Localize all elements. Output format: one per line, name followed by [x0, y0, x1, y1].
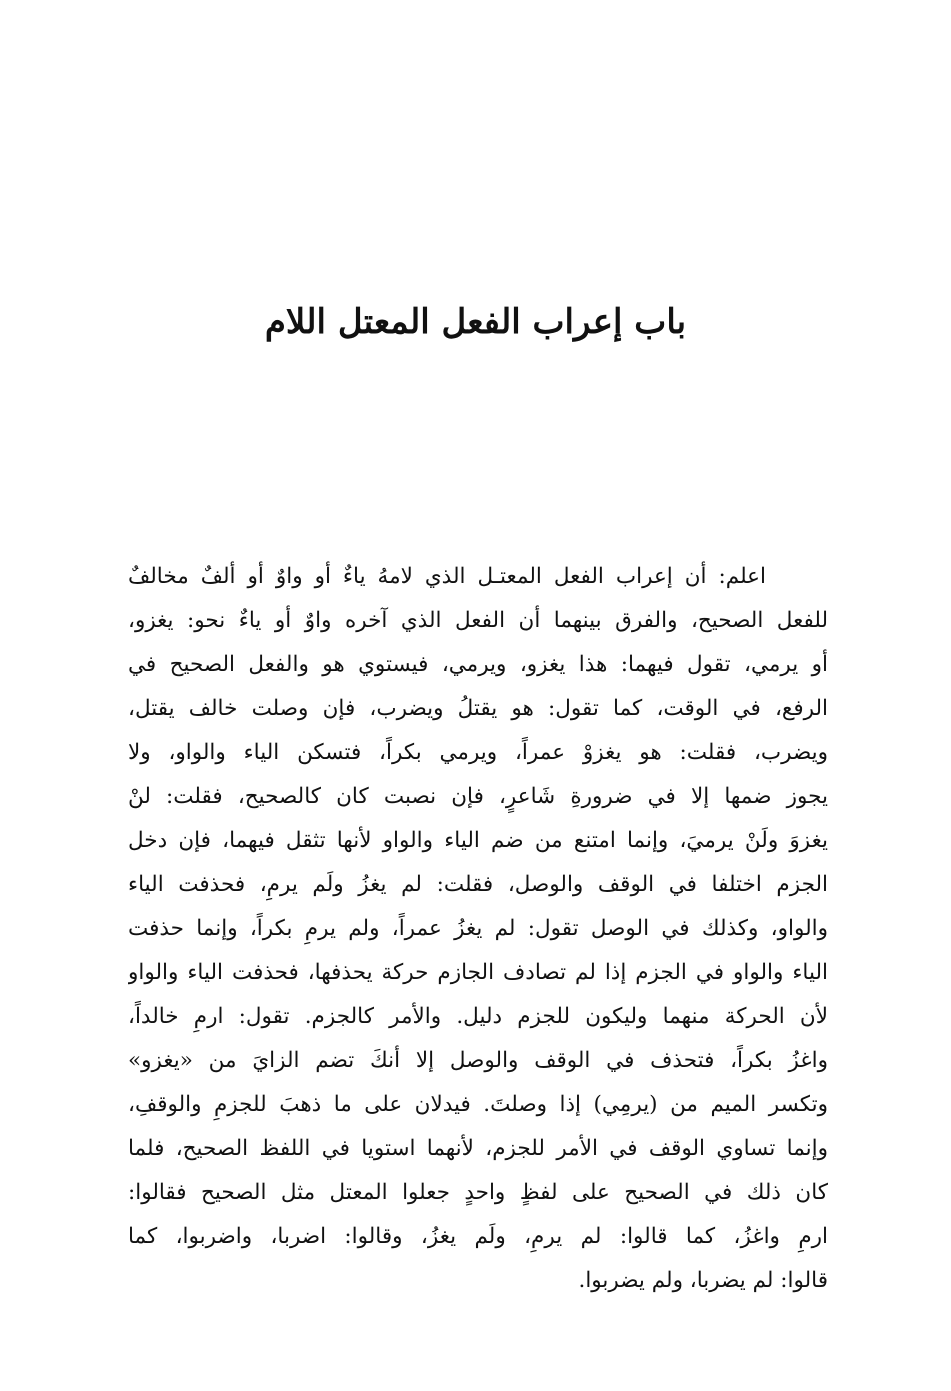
- text-line: للفعل الصحيح، والفرق بينهما أن الفعل الذي آخره واوٌ أو ياءٌ نحو: يغزو،: [128, 608, 828, 633]
- text-line: الياء والواو في الجزم إذا لم تصادف الجازم حركة يحذفها، فحذفت الياء والواو: [128, 960, 828, 985]
- text-line: والواو، وكذلك في الوصل تقول: لم يغزُ عمراً، ولم يرمِ بكراً، وإنما حذفت: [128, 916, 828, 941]
- text-line: الرفع، في الوقت، كما تقول: هو يقتلُ ويضرب، فإن وصلت خالف يقتل،: [128, 696, 828, 721]
- chapter-title: باب إعراب الفعل المعتل اللام: [264, 302, 687, 342]
- text-line: أو يرمي، تقول فيهما: هذا يغزو، ويرمي، فيستوي هو والفعل الصحيح في: [128, 652, 828, 677]
- text-line: وتكسر الميم من (يرمِي) إذا وصلتَ. فيدلان على ما ذهبَ للجزمِ والوقفِ،: [128, 1092, 828, 1117]
- text-line: قالوا: لم يضربا، ولم يضربوا.: [578, 1268, 828, 1293]
- text-line: واغزُ بكراً، فتحذف في الوقف والوصل إلا أنكَ تضم الزايَ من «يغزو»: [128, 1048, 828, 1073]
- text-line: يجوز ضمها إلا في ضرورةِ شَاعرٍ، فإن نصبت كان كالصحيح، فقلت: لنْ: [128, 784, 828, 809]
- body-paragraph: [128, 555, 828, 1303]
- text-line: ويضرب، فقلت: هو يغزوْ عمراً، ويرمي بكراً، فتسكن الياء والواو، ولا: [128, 740, 828, 765]
- text-line: وإنما تساوي الوقف في الأمر للجزم، لأنهما استويا في اللفظ الصحيح، فلما: [128, 1136, 828, 1161]
- text-line: يغزوَ ولَنْ يرميَ، وإنما امتنع من ضم الياء والواو لأنها تثقل فيهما، فإن دخل: [128, 828, 828, 853]
- text-line: الجزم اختلفا في الوقف والوصل، فقلت: لم يغزُ ولَم يرمِ، فحذفت الياء: [128, 872, 828, 897]
- text-line: ارمِ واغزُ، كما قالوا: لم يرمِ، ولَم يغزُ، وقالوا: اضربا، واضربوا، كما: [128, 1224, 828, 1249]
- text-line: اعلم: أن إعراب الفعل المعتـل الذي لامهُ ياءٌ أو واوٌ أو ألفٌ مخالفٌ: [128, 564, 766, 589]
- text-line: كان ذلك في الصحيح على لفظٍ واحدٍ جعلوا المعتل مثل الصحيح فقالوا:: [128, 1180, 828, 1205]
- text-line: لأن الحركة منهما وليكون للجزم دليل. والأمر كالجزم. تقول: ارمِ خالداً،: [128, 1004, 828, 1029]
